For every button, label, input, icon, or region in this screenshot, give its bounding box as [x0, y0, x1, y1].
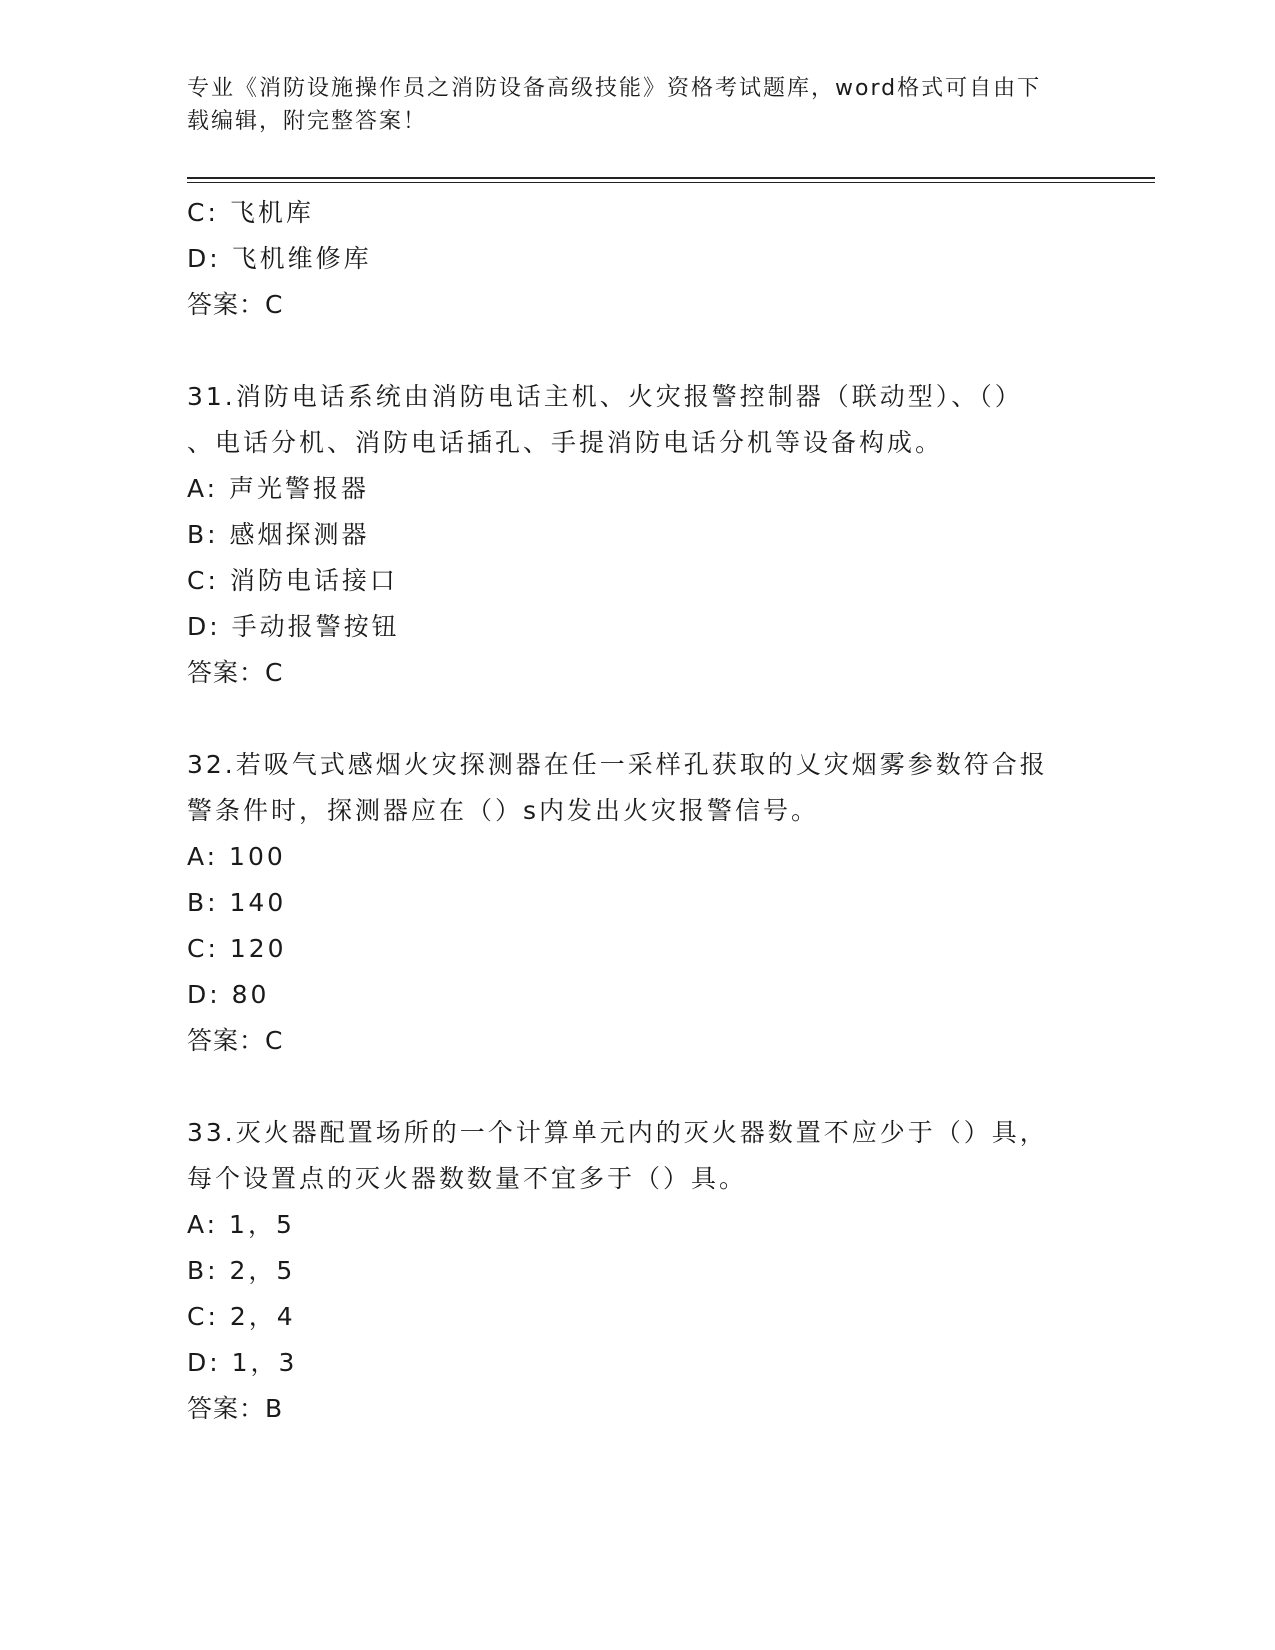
answer-line: 答案：B [187, 1394, 284, 1423]
option-line: C: 飞机库 [187, 198, 314, 227]
question-stem-line: 每个设置点的灭火器数数量不宜多于（）具。 [187, 1164, 748, 1193]
question-stem-line: 警条件时，探测器应在（）s内发出火灾报警信号。 [187, 796, 820, 825]
question-block-31 [187, 374, 1087, 696]
question-stem-line: 、电话分机、消防电话插孔、手提消防电话分机等设备构成。 [187, 428, 944, 457]
option-line: C: 2，4 [187, 1302, 296, 1331]
option-line: D: 飞机维修库 [187, 244, 372, 273]
answer-line: 答案：C [187, 658, 284, 687]
answer-line: 答案：C [187, 290, 284, 319]
option-line: C: 120 [187, 934, 287, 963]
option-line: D: 1，3 [187, 1348, 298, 1377]
question-stem-line: 32.若吸气式感烟火灾探测器在任一采样孔获取的乂灾烟雾参数符合报 [187, 750, 1048, 779]
option-line: B: 140 [187, 888, 287, 917]
header-rule-thick [187, 177, 1155, 179]
option-line: A: 100 [187, 842, 286, 871]
header-rule-thin [187, 182, 1155, 183]
question-list [187, 190, 1087, 1432]
question-stem-line: 31.消防电话系统由消防电话主机、火灾报警控制器（联动型）、（） [187, 382, 1023, 411]
answer-line: 答案：C [187, 1026, 284, 1055]
header-line-1: 专业《消防设施操作员之消防设备高级技能》资格考试题库，word格式可自由下 [187, 76, 1042, 101]
document-header [187, 72, 1067, 138]
option-line: B: 2，5 [187, 1256, 296, 1285]
question-block-30 [187, 190, 1087, 328]
option-line: D: 80 [187, 980, 270, 1009]
option-line: D: 手动报警按钮 [187, 612, 400, 641]
option-line: B: 感烟探测器 [187, 520, 370, 549]
option-line: A: 1，5 [187, 1210, 295, 1239]
option-line: C: 消防电话接口 [187, 566, 398, 595]
question-block-33 [187, 1110, 1087, 1432]
question-block-32 [187, 742, 1087, 1064]
header-line-2: 载编辑，附完整答案！ [187, 109, 428, 134]
question-stem-line: 33.灭火器配置场所的一个计算单元内的灭火器数置不应少于（）具， [187, 1118, 1048, 1147]
option-line: A: 声光警报器 [187, 474, 370, 503]
